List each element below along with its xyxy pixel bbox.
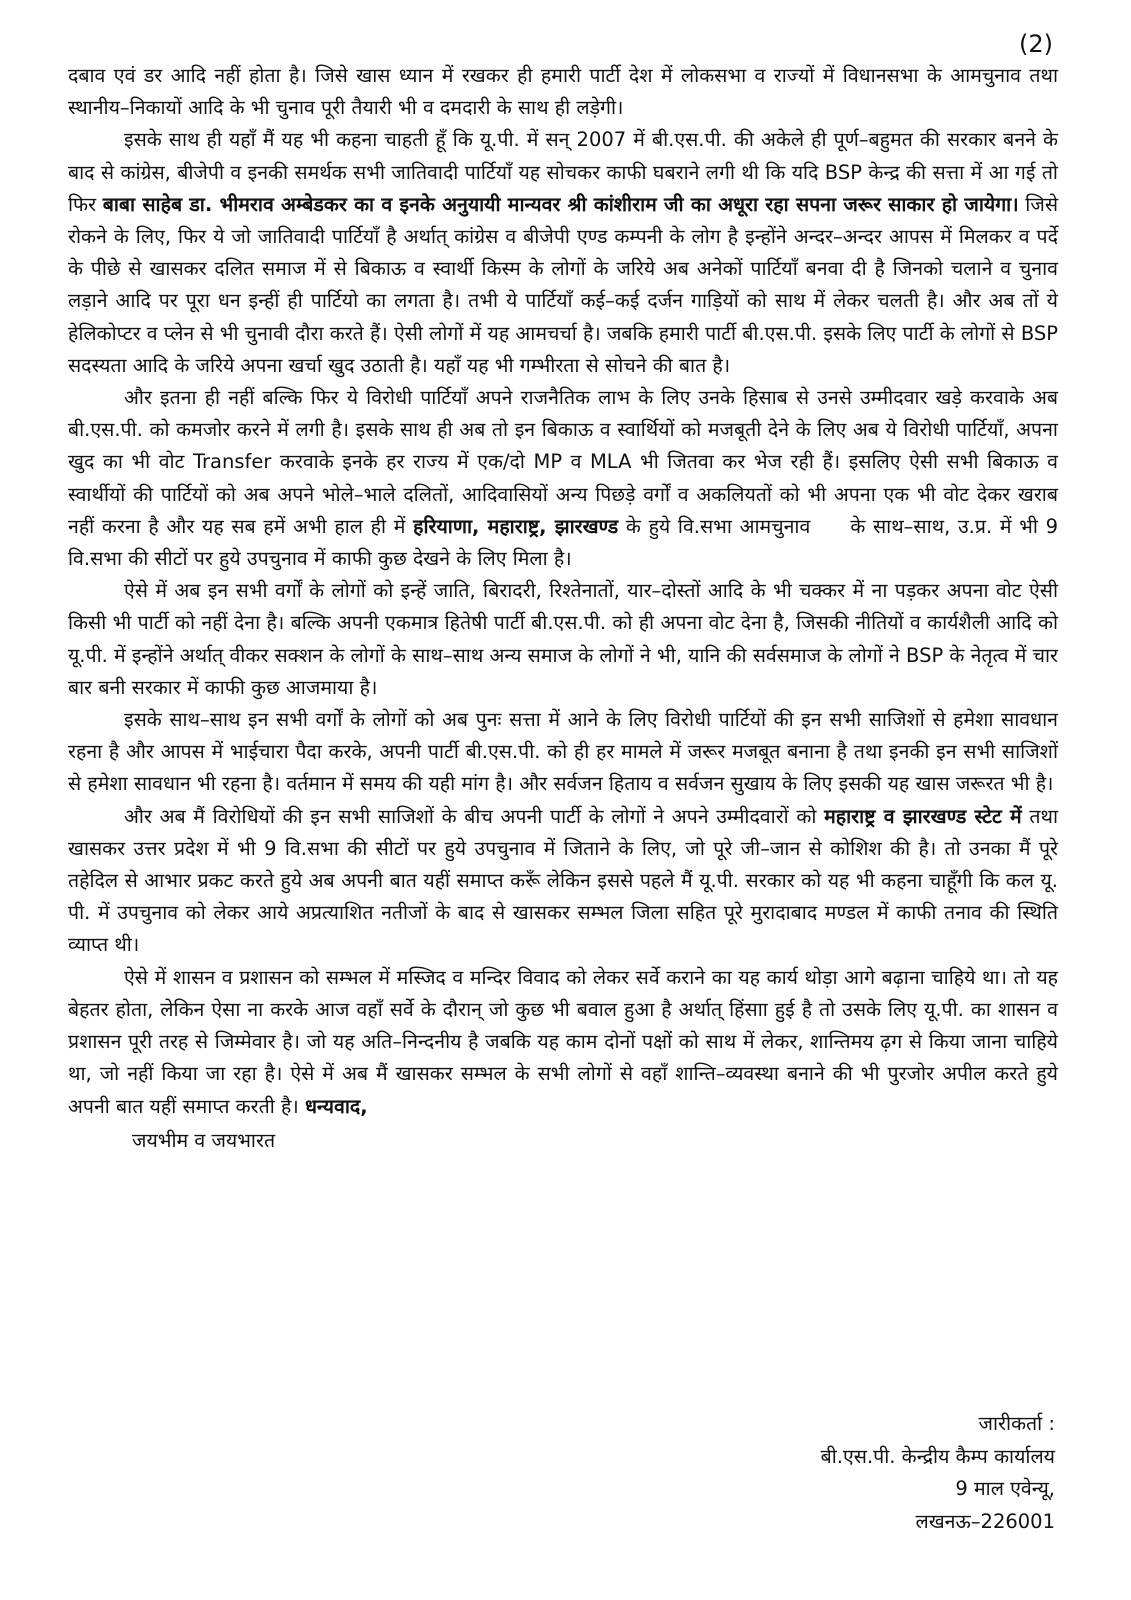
paragraph-2-text-b: जिसे रोकने के लिए, फिर ये जो जातिवादी पार्टियाँ है अर्थात् कांग्रेस व बीजेपी एण्ड कम्पनी के लोग है इन्होंने अन्दर–अन्दर आपस में मिलकर व पर्दे के पीछे से खासकर दलित समाज में से बिकाऊ व स्वार्थी किस्म के लोगों के जरिये अब अनेकों पार्टियाँ बनवा दी है जिनको चलाने व चुनाव लड़ाने आदि पर पूरा धन इन्हीं ही पार्टियो का लगता है। तभी ये पार्टियाँ कई–कई दर्जन गाड़ियों को साथ में लेकर चलती है। और अब तों ये हेलिकोप्टर व प्लेन से भी चुनावी दौरा करते हैं। ऐसी लोगों में यह आमचर्चा है। जबकि हमारी पार्टी बी.एस.पी. इसके लिए पार्टी के लोगों से BSP सदस्यता आदि के जरिये अपना खर्चा खुद उठाती है। यहाँ यह भी गम्भीरता से सोचने की बात है। — [68, 192, 1058, 377]
paragraph-2-bold: बाबा साहेब डा. भीमराव अम्बेडकर का व इनके अनुयायी मान्यवर श्री कांशीराम जी का अधूरा रहा सपना जरूर साकार हो जायेगा। — [102, 192, 1019, 216]
issuer-address: 9 माल एवेन्यू, — [955, 1477, 1055, 1500]
paragraph-3-text-a: और इतना ही नहीं बल्कि फिर ये विरोधी पार्टियाँ अपने राजनैतिक लाभ के लिए उनके हिसाब से उनसे उम्मीदवार खड़े करवाके अब बी.एस.पी. को कमजोर करने में लगी है। इसके साथ ही अब तो इन बिकाऊ व स्वार्थियों को मजबूती देने के लिए अब ये विरोधी पार्टियाँ, अपना खुद का भी वोट Transfer करवाके इनके हर राज्य में एक/दो MP व MLA भी जितवा कर भेज रही हैं। इसलिए ऐसी सभी बिकाऊ व स्वार्थीयों की पार्टियों को अब अपने भोले–भाले दलितों, आदिवासियों अन्य पिछड़े वर्गों व अकलियतों को भी अपना एक भी वोट देकर खराब नहीं करना है और यह सब हमें अभी हाल ही में — [68, 386, 1058, 538]
paragraph-1-text: दबाव एवं डर आदि नहीं होता है। जिसे खास ध्यान में रखकर ही हमारी पार्टी देश में लोकसभा व राज्यों में विधानसभा के आमचुनाव तथा स्थानीय–निकायों आदि के भी चुनाव पूरी तैयारी भी व दमदारी के साथ ही लड़ेगी। — [68, 64, 1058, 120]
issuer-label: जारीकर्ता : — [978, 1412, 1055, 1435]
issuer-office: बी.एस.पी. केन्द्रीय कैम्प कार्यालय — [820, 1444, 1055, 1468]
issuer-block — [655, 1408, 1055, 1538]
paragraph-6-text-b: तथा खासकर उत्तर प्रदेश में भी 9 वि.सभा की सीटों पर हुये उपचुनाव में जिताने के लिए, जो पूरे जी–जान से कोशिश की है। तो उनका मैं पूरे तहेदिल से आभार प्रकट करते हुये अब अपनी बात यहीं समाप्त करूँ लेकिन इससे पहले मैं यू.पी. सरकार को यह भी कहना चाहूँगी कि कल यू. पी. में उपचुनाव को लेकर आये अप्रत्याशित नतीजों के बाद से खासकर सम्भल जिला सहित पूरे मुरादाबाद मण्डल में काफी तनाव की स्थिति व्याप्त थी। — [68, 804, 1058, 957]
paragraph-6-bold: महाराष्ट्र व झारखण्ड स्टेट में — [824, 804, 1022, 828]
body-text — [68, 60, 1058, 1157]
paragraph-7-text: ऐसे में शासन व प्रशासन को सम्भल में मस्जिद व मन्दिर विवाद को लेकर सर्वे कराने का यह कार्य थोड़ा आगे बढ़ाना चाहिये था। तो यह बेहतर होता, लेकिन ऐसा ना करके आज वहाँ सर्वे के दौरान् जो कुछ भी बवाल हुआ है अर्थात् हिंसाा हुई है तो उसके लिए यू.पी. का शासन व प्रशासन पूरी तरह से जिम्मेवार है। जो यह अति–निन्दनीय है जबकि यह काम दोनों पक्षों को साथ में लेकर, शान्तिमय ढ़ग से किया जाना चाहिये था, जो नहीं किया जा रहा है। ऐसे में अब मैं खासकर सम्भल के सभी लोगों से वहाँ शान्ति–व्यवस्था बनाने की भी पुरजोर अपील करते हुये अपनी बात यहीं समाप्त करती है। — [68, 965, 1058, 1118]
paragraph-3-bold: हरियाणा, महाराष्ट्र, झारखण्ड — [413, 514, 619, 538]
paragraph-3 — [68, 382, 1058, 575]
paragraph-3-text-c: के साथ–साथ, उ.प्र. में भी 9 वि.सभा की सीटों पर हुये उपचुनाव में काफी कुछ देखने के लिए मिला है। — [68, 514, 1058, 571]
paragraph-2 — [68, 124, 1058, 382]
paragraph-7 — [68, 962, 1058, 1123]
paragraph-6-text-a: और अब मैं विरोधियों की इन सभी साजिशों के बीच अपनी पार्टी के लोगों ने अपने उम्मीदवारों को — [124, 804, 825, 828]
paragraph-2-text-a: इसके साथ ही यहाँ मैं यह भी कहना चाहती हूँ कि यू.पी. में सन् 2007 में बी.एस.पी. की अकेले ही पूर्ण–बहुमत की सरकार बनने के बाद से कांग्रेस, बीजेपी व इनकी समर्थक सभी जातिवादी पार्टियाँ यह सोचकर काफी घबराने लगी थी कि यदि BSP केन्द्र की सत्ता में आ गई तो फिर — [68, 128, 1058, 216]
page-number: (2) — [1019, 30, 1053, 58]
paragraph-4-text: ऐसे में अब इन सभी वर्गों के लोगों को इन्हें जाति, बिरादरी, रिश्तेनातों, यार–दोस्तों आदि के भी चक्कर में ना पड़कर अपना वोट ऐसी किसी भी पार्टी को नहीं देना है। बल्कि अपनी एकमात्र हितेषी पार्टी बी.एस.पी. को ही अपना वोट देना है, जिसकी नीतियों व कार्यशैली आदि को यू.पी. में इन्होंने अर्थात् वीकर सक्शन के लोगों के साथ–साथ अन्य समाज के लोगों ने भी, यानि की सर्वसमाज के लोगों ने BSP के नेतृत्व में चार बार बनी सरकार में काफी कुछ आजमाया है। — [68, 579, 1058, 699]
issuer-city-pin: लखनऊ–226001 — [915, 1509, 1055, 1533]
paragraph-3-text-b: के हुये वि.सभा आमचुनाव — [618, 514, 811, 538]
paragraph-1 — [68, 60, 1058, 124]
paragraph-4 — [68, 575, 1058, 704]
paragraph-5-text: इसके साथ–साथ इन सभी वर्गों के लोगों को अब पुनः सत्ता में आने के लिए विरोधी पार्टियों की इन सभी साजिशों से हमेशा सावधान रहना है और आपस में भाईचारा पैदा करके, अपनी पार्टी बी.एस.पी. को ही हर मामले में जरूर मजबूत बनाना है तथा इनकी इन सभी साजिशों से हमेशा सावधान भी रहना है। वर्तमान में समय की यही मांग है। और सर्वजन हिताय व सर्वजन सुखाय के लिए इसकी यह खास जरूरत भी है। — [68, 708, 1058, 796]
paragraph-5 — [68, 704, 1058, 801]
closing-salutation: जयभीम व जयभारत — [132, 1128, 276, 1152]
paragraph-6 — [68, 801, 1058, 962]
paragraph-7-bold: धन्यवाद, — [304, 1094, 368, 1118]
